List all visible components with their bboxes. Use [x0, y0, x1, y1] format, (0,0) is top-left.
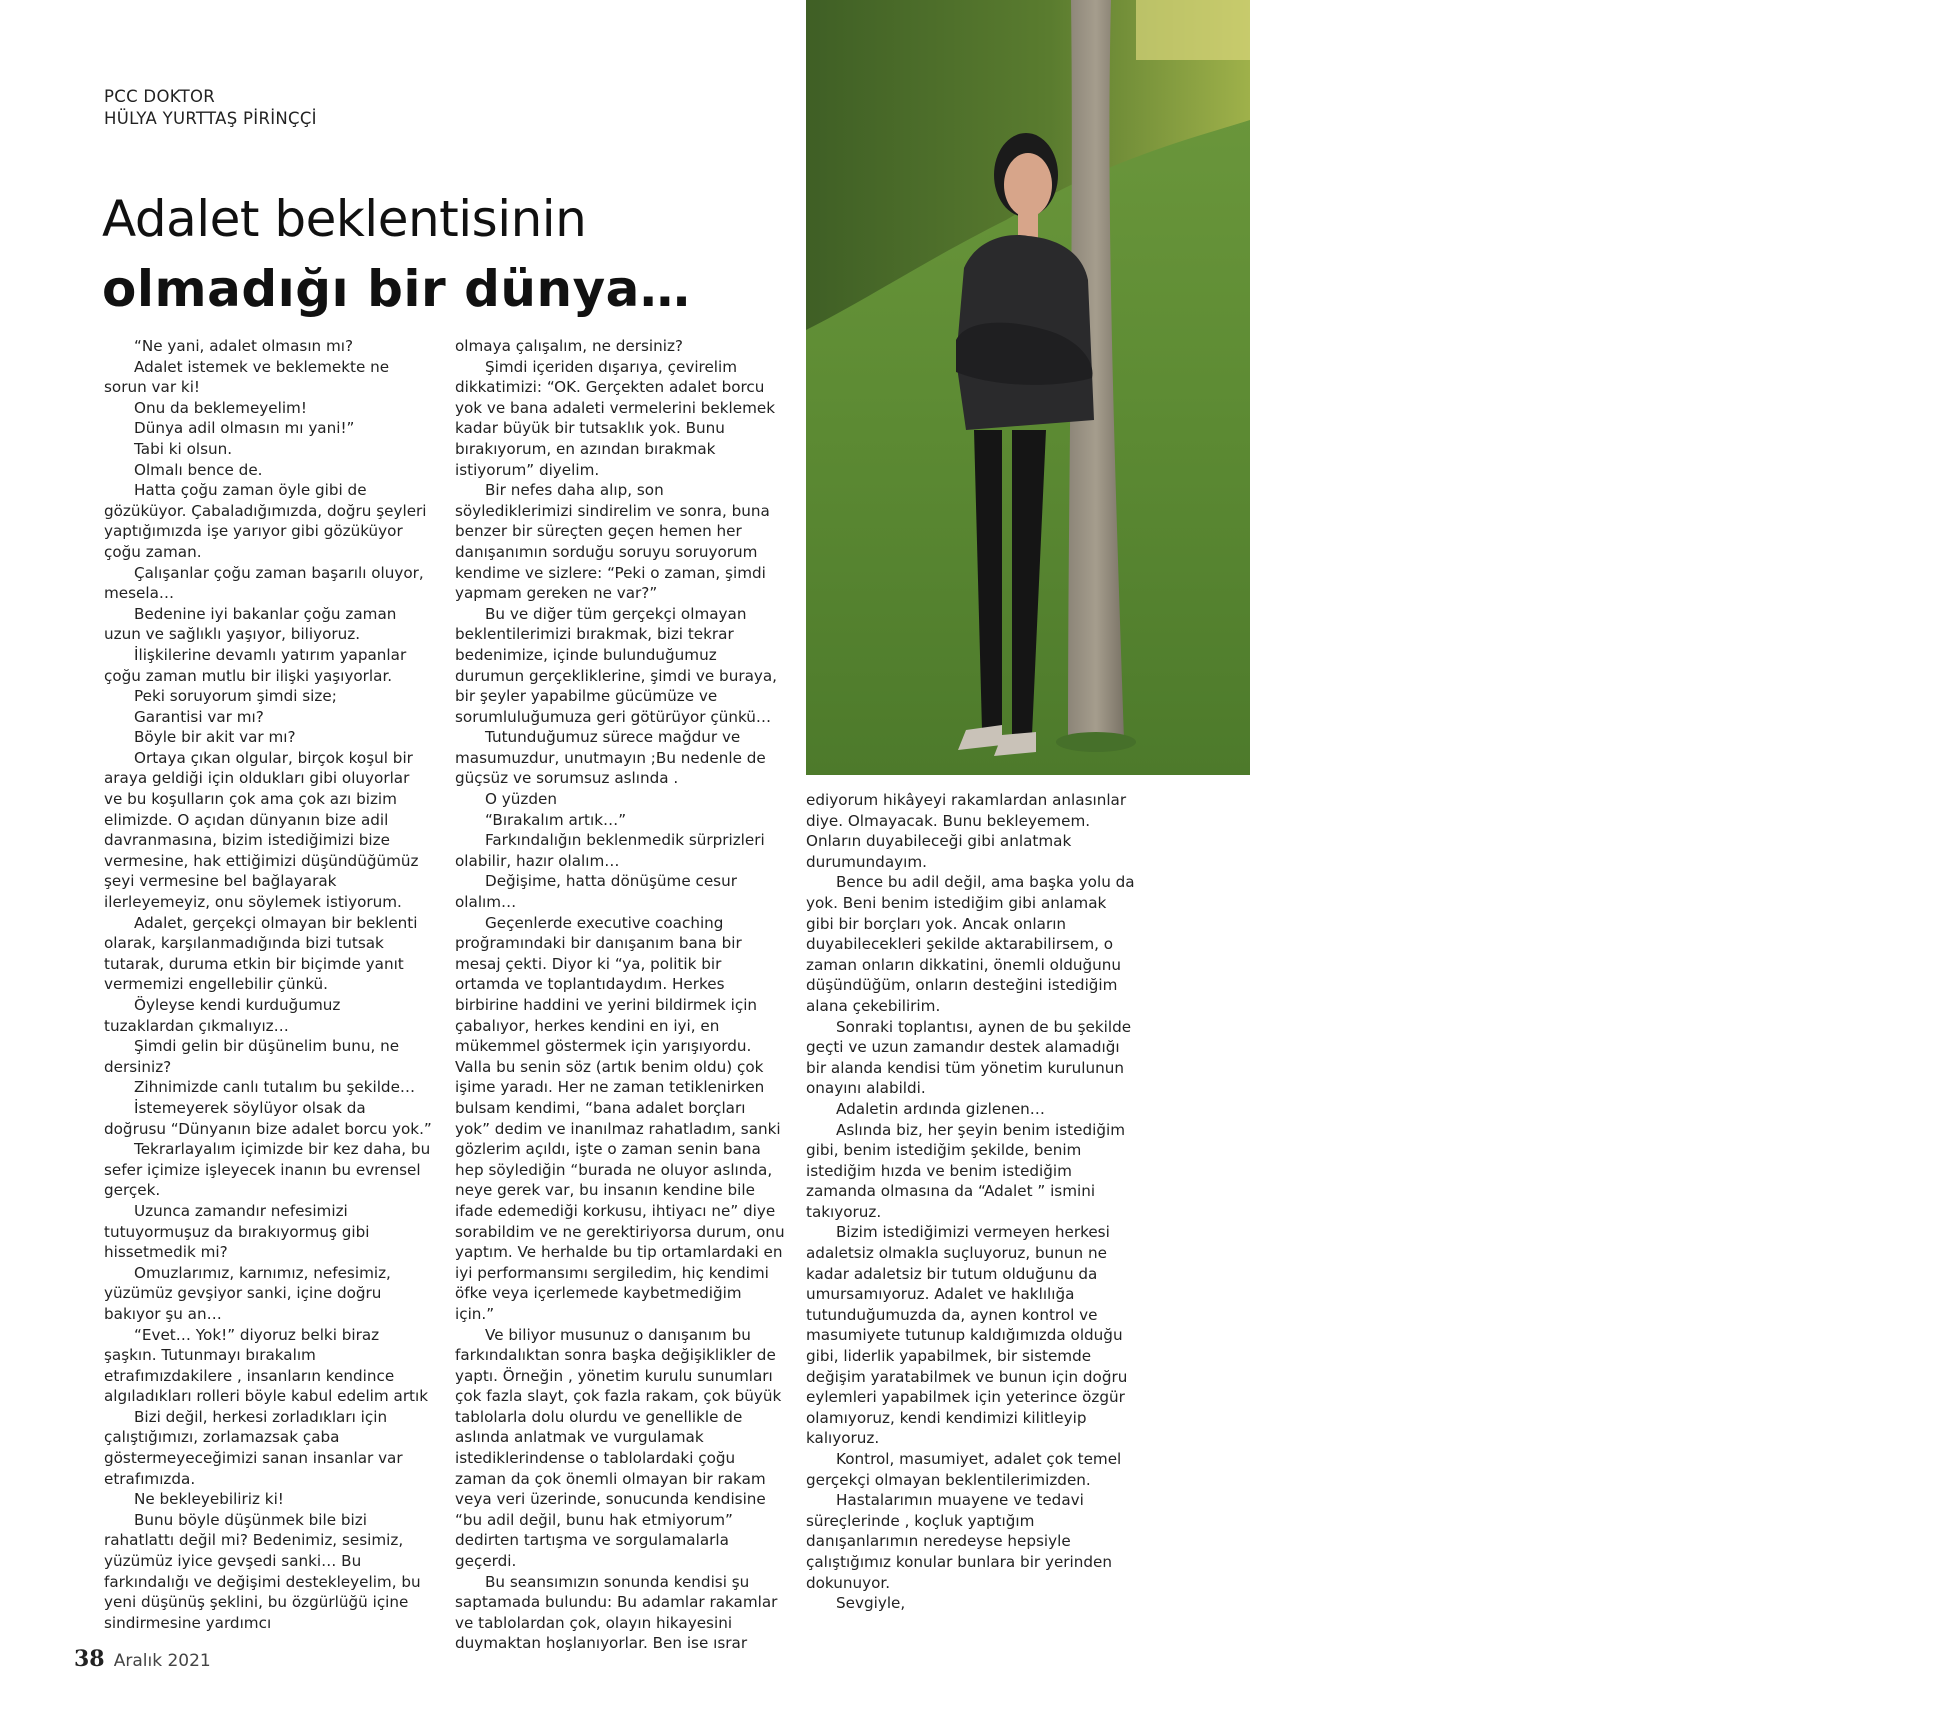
paragraph: Ve biliyor musunuz o danışanım bu farkındalıktan sonra başka değişiklikler de yaptı. Örneğin , yönetim kurulu sunumları çok fazla slayt, çok fazla rakam, çok büyük tablolarla dolu olurdu ve genellikle de aslında anlatmak ve vurgulamak istediklerindense o tablolardaki çoğu zaman da çok önemli olmayan bir rakam veya veri üzerinde, sonucunda kendisine “bu adil değil, bunu hak etmiyorum” dedirten tartışma ve sorgulamalarla geçerdi. — [455, 1325, 782, 1571]
paragraph: Omuzlarımız, karnımız, nefesimiz, yüzümüz gevşiyor sanki, içine doğru bakıyor şu an… — [104, 1263, 391, 1323]
paragraph: Geçenlerde executive coaching proğramındaki bir danışanım bana bir mesaj çekti. Diyor ki “ya, politik bir ortamda ve toplantıdaydım. Herkes birbirine haddini ve yerini bildirmek için çabalıyor, herkes kendini en iyi, en mükemmel göstermek için yarışıyordu. Valla bu senin söz (artık benim oldu) çok işime yaradı. Her ne zaman tetiklenirken bulsam kendimi, “bana adalet borçları yok” dedim ve inanılmaz rahatladım, sanki gözlerim açıldı, işte o zaman senin bana hep söylediğin “burada ne oluyor aslında, neye gerek var, bu insanın kendine bile ifade edemediği korkusu, ihtiyacı ne” diye sorabildim ve ne gerektiriyorsa durum, onu yaptım. Ve herhalde bu tip ortamlardaki en iyi performansımı sergiledim, hiç kendimi öfke veya içerlemede kaybetmediğim için.” — [455, 913, 785, 1323]
paragraph: Uzunca zamandır nefesimizi tutuyormuşuz da bırakıyormuş gibi hissetmedik mi? — [104, 1201, 370, 1262]
logo-brand: bizimİzmir — [1780, 62, 1934, 93]
paragraph: ediyorum hikâyeyi rakamlardan anlasınlar diye. Olmayacak. Bunu bekleyemem. Onların duyabileceği gibi anlatmak durumundayım. — [806, 791, 1127, 871]
paragraph: Tutunduğumuz sürece mağdur ve masumuzdur, unutmayın ;Bu nedenle de güçsüz ve sorumsuz aslında . — [455, 728, 766, 788]
text-column-2 — [455, 336, 785, 1654]
paragraph: Farkındalığın beklenmedik sürprizleri olabilir, hazır olalım… — [455, 831, 765, 870]
paragraph: Hastalarımın muayene ve tedavi süreçlerinde , koçluk yaptığım danışanlarımın neredeyse hepsiyle çalıştığımız konular bunlara bir yerinden dokunuyor. — [806, 1491, 1113, 1592]
paragraph: Böyle bir akit var mı? — [134, 728, 296, 747]
paragraph: Adalet istemek ve beklemekte ne sorun var ki! — [104, 357, 390, 397]
logo-subtitle: Magazin — [1828, 92, 1880, 105]
paragraph: Bedenine iyi bakanlar çoğu zaman uzun ve sağlıklı yaşıyor, biliyoruz. — [104, 604, 397, 644]
paragraph: Şimdi içeriden dışarıya, çevirelim dikkatimizi: “OK. Gerçekten adalet borcu yok ve bana adaleti vermelerini beklemek kadar büyük bir tutsaklık yok. Bunu bırakıyorum, en azından bırakmak istiyorum” diyelim. — [455, 357, 776, 479]
paragraph: Tekrarlayalım içimizde bir kez daha, bu sefer içimize işleyecek inanın bu evrensel gerçek. — [104, 1140, 431, 1200]
paragraph: Bizi değil, herkesi zorladıkları için çalıştığımızı, zorlamazsak çaba göstermeyeceğimizi sanan insanlar var etrafımızda. — [104, 1407, 403, 1488]
author-block — [104, 86, 317, 130]
paragraph: Aslında biz, her şeyin benim istediğim gibi, benim istediğim şekilde, benim istediğim hızda ve benim istediğim zamanda olmasına da “Adalet ” ismini takıyoruz. — [806, 1120, 1125, 1221]
paragraph: Garantisi var mı? — [134, 707, 264, 726]
paragraph: “Bırakalım artık…” — [485, 810, 627, 829]
page-footer — [74, 1646, 211, 1672]
issue-date: Aralık 2021 — [113, 1651, 211, 1671]
paragraph: Tabi ki olsun. — [134, 439, 233, 458]
paragraph: Hatta çoğu zaman öyle gibi de gözüküyor. Çabaladığımızda, doğru şeyleri yaptığımızda işe yarıyor gibi gözüküyor çoğu zaman. — [104, 481, 427, 561]
paragraph: Kontrol, masumiyet, adalet çok temel gerçekçi olmayan beklentilerimizden. — [806, 1450, 1122, 1489]
text-column-1 — [104, 336, 432, 1633]
title-line-2: olmadığı bir dünya… — [102, 260, 691, 318]
paragraph: İlişkilerine devamlı yatırım yapanlar çoğu zaman mutlu bir ilişki yaşıyorlar. — [104, 645, 407, 685]
paragraph: Peki soruyorum şimdi size; — [134, 687, 337, 706]
paragraph: Değişime, hatta dönüşüme cesur olalım… — [455, 872, 737, 912]
paragraph: Onu da beklemeyelim! — [134, 398, 307, 417]
author-photo — [806, 0, 1934, 775]
paragraph: Olmalı bence de. — [134, 460, 263, 479]
paragraph: Çalışanlar çoğu zaman başarılı oluyor, mesela… — [104, 563, 424, 603]
magazine-logo — [1780, 62, 1940, 110]
paragraph: Bunu böyle düşünmek bile bizi rahatlattı değil mi? Bedenimiz, sesimiz, yüzümüz iyice gevşedi sanki… Bu farkındalığı ve değişimi destekleyelim, bu yeni düşünüş şeklini, bu özgürlüğü içine sindirmesine yardımcı — [104, 1510, 421, 1632]
paragraph: olmaya çalışalım, ne dersiniz? — [455, 337, 683, 355]
paragraph: Öyleyse kendi kurduğumuz tuzaklardan çıkmalıyız… — [104, 996, 341, 1035]
paragraph: Sevgiyle, — [836, 1594, 906, 1613]
paragraph: “Ne yani, adalet olmasın mı? — [134, 337, 354, 355]
paragraph: Bu ve diğer tüm gerçekçi olmayan beklentilerimizi bırakmak, bizi tekrar bedenimize, içinde bulunduğumuz durumun gerçekliklerine, şimdi ve buraya, bir şeyler yapabilme gücümüze ve sorumluluğumuza geri götürüyor çünkü… — [455, 604, 777, 726]
paragraph: Adalet, gerçekçi olmayan bir beklenti olarak, karşılanmadığında bizi tutsak tutarak, duruma etkin bir biçimde yanıt vermemizi engellebilir çünkü. — [104, 913, 418, 994]
paragraph: Sonraki toplantısı, aynen de bu şekilde geçti ve uzun zamandır destek alamadığı bir alanda kendisi tüm yönetim kurulunun onayını alabildi. — [806, 1017, 1132, 1098]
author-title: PCC DOKTOR — [104, 87, 215, 106]
paragraph: Ortaya çıkan olgular, birçok koşul bir araya geldiği için oldukları gibi oluyorlar ve bu koşulların çok ama çok azı bizim elimizde. O açıdan dünyanın bize adil davranmasına, bizim istediğimizi bize vermesine, hak ettiğimizi düşündüğümüz şeyi vermesine bel bağlayarak ilerleyemeyiz, onu söylemek istiyorum. — [104, 748, 419, 912]
paragraph: O yüzden — [485, 790, 557, 809]
paragraph: İstemeyerek söylüyor olsak da doğrusu “Dünyanın bize adalet borcu yok.” — [104, 1098, 432, 1138]
title-line-1: Adalet beklentisinin — [102, 190, 587, 248]
paragraph: Adaletin ardında gizlenen… — [836, 1099, 1045, 1118]
paragraph: Ne bekleyebiliriz ki! — [134, 1490, 284, 1509]
paragraph: Şimdi gelin bir düşünelim bunu, ne dersiniz? — [104, 1037, 400, 1076]
author-name: HÜLYA YURTTAŞ PİRİNÇÇİ — [104, 109, 317, 128]
page-number: 38 — [74, 1646, 105, 1672]
paragraph: Bu seansımızın sonunda kendisi şu saptamada bulundu: Bu adamlar rakamlar ve tablolardan çok, olayın hikayesini duymaktan hoşlanıyorlar. Ben ise ısrar — [455, 1572, 778, 1653]
paragraph: Dünya adil olmasın mı yani!” — [134, 419, 355, 438]
paragraph: “Evet… Yok!” diyoruz belki biraz şaşkın. Tutunmayı bırakalım etrafımızdakilere , insanların kendince algıladıkları rolleri böyle kabul edelim artık — [104, 1325, 429, 1406]
text-column-3 — [806, 790, 1136, 1614]
article-title — [102, 184, 742, 324]
paragraph: Bir nefes daha alıp, son söylediklerimizi sindirelim ve sonra, buna benzer bir süreçten geçen hemen her danışanımın sorduğu soruyu soruyorum kendime ve sizlere: “Peki o zaman, şimdi yapmam gereken ne var?” — [455, 481, 770, 603]
paragraph: Zihnimizde canlı tutalım bu şekilde… — [134, 1078, 416, 1097]
paragraph: Bence bu adil değil, ama başka yolu da yok. Beni benim istediğim gibi anlamak gibi bir borçları yok. Ancak onların duyabilecekleri şekilde aktarabilirsem, o zaman onların dikkatini, önemli olduğunu düşündüğüm, onların desteğini istediğim alana çekebilirim. — [806, 873, 1135, 1015]
paragraph: Bizim istediğimizi vermeyen herkesi adaletsiz olmakla suçluyoruz, bunun ne kadar adaletsiz bir tutum olduğunu da umursamıyoruz. Adalet ve haklılığa tutunduğumuzda da, aynen kontrol ve masumiyete tutunup kaldığımızda olduğu gibi, liderlik yapabilmek, bir sistemde değişim yaratabilmek ve bunun için doğru eylemleri yapabilmek için yeterince özgür olamıyoruz, kendi kendimizi kilitleyip kalıyoruz. — [806, 1223, 1128, 1448]
